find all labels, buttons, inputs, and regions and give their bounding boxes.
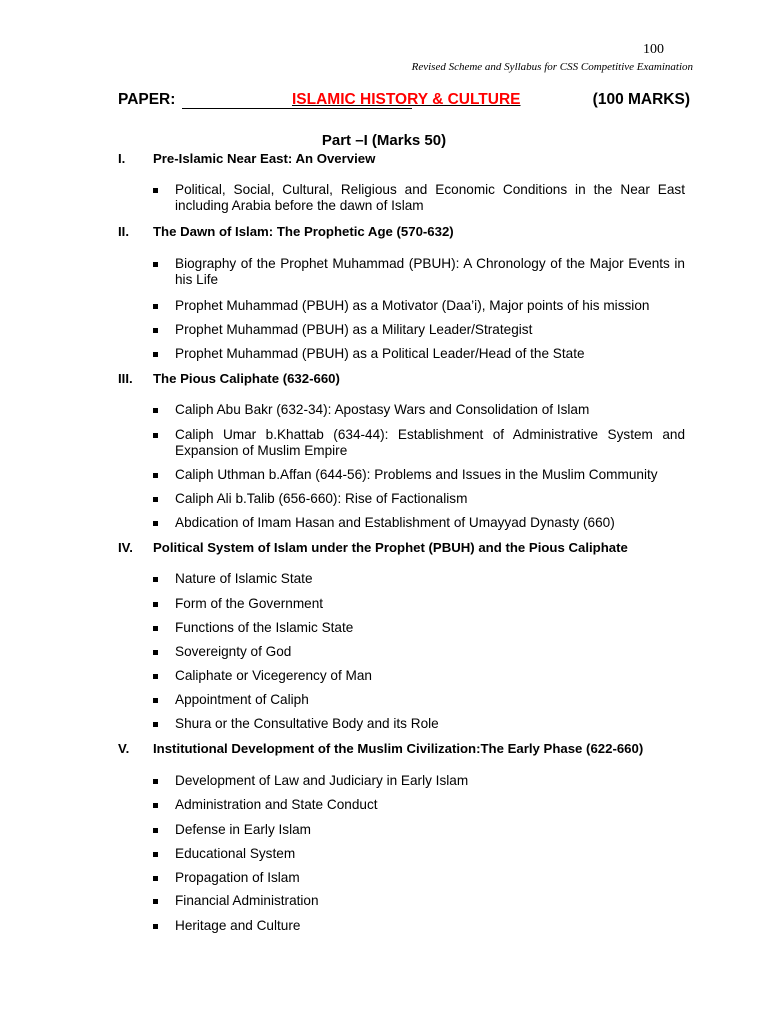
bullet-square-icon — [153, 433, 158, 438]
list-item — [153, 346, 685, 362]
list-item-text: Appointment of Caliph — [175, 692, 309, 707]
list-item-text: Abdication of Imam Hasan and Establishment of Umayyad Dynasty (660) — [175, 515, 615, 530]
list-item-text: Political, Social, Cultural, Religious and Economic Conditions in the Near East including Arabia before the dawn of Islam — [175, 182, 685, 213]
bullet-square-icon — [153, 650, 158, 655]
list-item-text: Prophet Muhammad (PBUH) as a Political Leader/Head of the State — [175, 346, 585, 361]
list-item-text: Administration and State Conduct — [175, 797, 378, 812]
bullet-square-icon — [153, 328, 158, 333]
bullet-square-icon — [153, 602, 158, 607]
section-numeral: V. — [118, 741, 130, 756]
list-item — [153, 182, 685, 214]
list-item — [153, 846, 685, 862]
list-item-text: Prophet Muhammad (PBUH) as a Motivator (Daa’i), Major points of his mission — [175, 298, 650, 313]
list-item-text: Sovereignty of God — [175, 644, 292, 659]
bullet-square-icon — [153, 924, 158, 929]
list-item — [153, 571, 685, 587]
list-item-text: Functions of the Islamic State — [175, 620, 354, 635]
list-item-text: Caliph Abu Bakr (632-34): Apostasy Wars and Consolidation of Islam — [175, 402, 590, 417]
section-title: Pre-Islamic Near East: An Overview — [153, 151, 376, 166]
list-item — [153, 427, 685, 459]
list-item-text: Shura or the Consultative Body and its Role — [175, 716, 439, 731]
bullet-square-icon — [153, 779, 158, 784]
section-title: Political System of Islam under the Prophet (PBUH) and the Pious Caliphate — [153, 540, 628, 555]
bullet-square-icon — [153, 626, 158, 631]
list-item — [153, 644, 685, 660]
paper-subject: ISLAMIC HISTORY & CULTURE — [292, 91, 521, 108]
list-item-text: Heritage and Culture — [175, 918, 301, 933]
list-item-text: Development of Law and Judiciary in Early Islam — [175, 773, 469, 788]
bullet-square-icon — [153, 408, 158, 413]
section-title: Institutional Development of the Muslim Civilization:The Early Phase (622-660) — [153, 741, 644, 756]
list-item-text: Caliph Ali b.Talib (656-660): Rise of Factionalism — [175, 491, 468, 506]
list-item — [153, 467, 685, 483]
bullet-square-icon — [153, 262, 158, 267]
list-item-text: Propagation of Islam — [175, 870, 300, 885]
paper-marks: (100 MARKS) — [592, 91, 690, 108]
list-item-text: Defense in Early Islam — [175, 822, 311, 837]
list-item-text: Biography of the Prophet Muhammad (PBUH): A Chronology of the Major Events in his Life — [175, 256, 685, 287]
list-item — [153, 491, 685, 507]
list-item — [153, 918, 685, 934]
bullet-square-icon — [153, 852, 158, 857]
bullet-square-icon — [153, 674, 158, 679]
list-item-text: Caliph Uthman b.Affan (644-56): Problems and Issues in the Muslim Community — [175, 467, 658, 482]
list-item-text: Caliphate or Vicegerency of Man — [175, 668, 372, 683]
list-item — [153, 322, 685, 338]
list-item-text: Form of the Government — [175, 596, 324, 611]
paper-label: PAPER: — [118, 91, 176, 108]
header-caption: Revised Scheme and Syllabus for CSS Competitive Examination — [411, 61, 693, 73]
list-item — [153, 668, 685, 684]
section-numeral: IV. — [118, 540, 133, 555]
list-item — [153, 797, 685, 813]
list-item-text: Financial Administration — [175, 893, 319, 908]
bullet-square-icon — [153, 899, 158, 904]
list-item — [153, 692, 685, 708]
bullet-square-icon — [153, 473, 158, 478]
bullet-square-icon — [153, 722, 158, 727]
list-item — [153, 298, 685, 314]
section-title: The Pious Caliphate (632-660) — [153, 371, 340, 386]
list-item — [153, 402, 685, 418]
bullet-square-icon — [153, 828, 158, 833]
bullet-square-icon — [153, 304, 158, 309]
bullet-square-icon — [153, 352, 158, 357]
section-numeral: II. — [118, 224, 129, 239]
part-title: Part –I (Marks 50) — [321, 132, 447, 149]
list-item-text: Caliph Umar b.Khattab (634-44): Establishment of Administrative System and Expansion of Muslim Empire — [175, 427, 685, 458]
bullet-square-icon — [153, 497, 158, 502]
list-item-text: Prophet Muhammad (PBUH) as a Military Leader/Strategist — [175, 322, 533, 337]
list-item — [153, 620, 685, 636]
list-item — [153, 822, 685, 838]
list-item — [153, 256, 685, 288]
list-item — [153, 596, 685, 612]
section-title: The Dawn of Islam: The Prophetic Age (570-632) — [153, 224, 454, 239]
page-number: 100 — [643, 42, 664, 57]
bullet-square-icon — [153, 577, 158, 582]
section-numeral: III. — [118, 371, 133, 386]
bullet-square-icon — [153, 698, 158, 703]
bullet-square-icon — [153, 876, 158, 881]
bullet-square-icon — [153, 803, 158, 808]
list-item-text: Educational System — [175, 846, 296, 861]
list-item-text: Nature of Islamic State — [175, 571, 313, 586]
section-numeral: I. — [118, 151, 126, 166]
list-item — [153, 773, 685, 789]
list-item — [153, 870, 685, 886]
list-item — [153, 893, 685, 909]
list-item — [153, 515, 685, 531]
bullet-square-icon — [153, 521, 158, 526]
list-item — [153, 716, 685, 732]
bullet-square-icon — [153, 188, 158, 193]
